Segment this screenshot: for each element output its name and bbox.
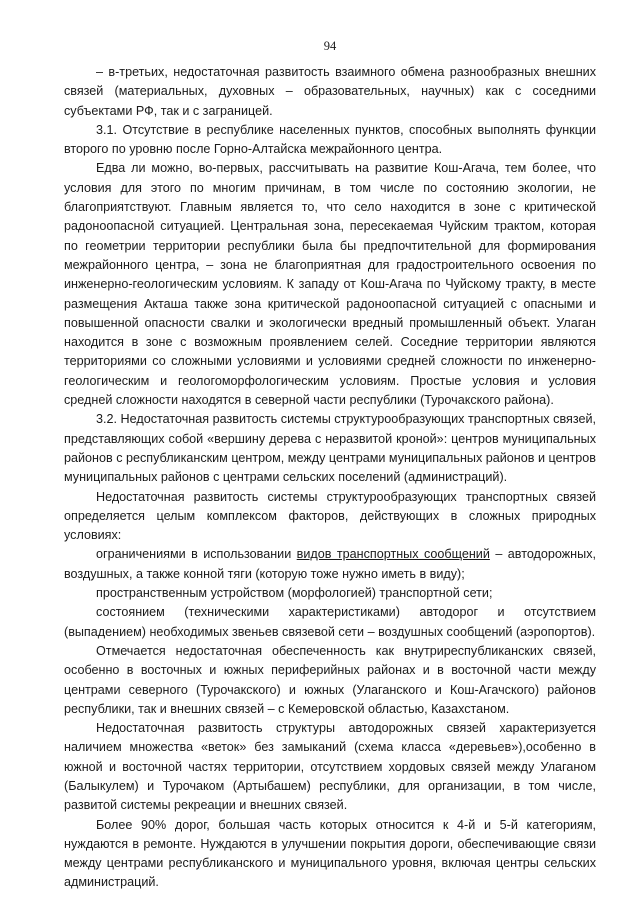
paragraph-kosh-agach: Едва ли можно, во-первых, рассчитывать на развитие Кош-Агача, тем более, что условия для этого по многим причинам, в том числе по состоянию экологии, не благоприятствуют. Главным является то, что село находится в зоне с критической радоноопасной ситуацией. Центральная зона, пересекаемая Чуйским трактом, которая по геометрии территории республики была бы предпочтительной для формирования межрайонного центра, – зона не благоприятная для градостроительного освоения по инженерно-геологическим условиям. К западу от Кош-Агача по Чуйскому тракту, в месте размещения Акташа также зона критической радоноопасной ситуацией с опасными и повышенной опасности свалки и экологически вредный промышленный объект. Улаган находится в зоне с возможным проявлением селей. Соседние территории являются территориями со сложными условиями и условиями средней сложности по инженерно-геологическим и геологоморфологическим условиям. Простые условия и условия средней сложности находятся в северной части республики (Турочакского района). — [64, 161, 596, 408]
document-body — [64, 63, 596, 893]
paragraph-section-3-2: 3.2. Недостаточная развитость системы структурообразующих транспортных связей, представляющих собой «вершину дерева с неразвитой кроной»: центров муниципальных районов с республиканским центром, между центрами муниципальных районов и центров муниципальных районов с центрами сельских поселений (администраций). — [64, 412, 596, 485]
paragraph-road-structure: Недостаточная развитость структуры автодорожных связей характеризуется наличием множества «веток» без замыканий (схема класса «деревьев»),особенно в южной и восточной частях территории, отсутствием хордовых связей между Улаганом (Балыкулем) и Турочаком (Артыбашем) республики, для организации, в том числе, развитой системы рекреации и внешних связей. — [64, 721, 596, 813]
paragraph-road-repair: Более 90% дорог, большая часть которых относится к 4-й и 5-й категориям, нуждаются в ремонте. Нуждаются в улучшении покрытия дороги, обеспечивающие связи между центрами республиканского и муниципального уровня, включая центры сельских администраций. — [64, 817, 596, 890]
paragraph-third-point: – в-третьих, недостаточная развитость взаимного обмена разнообразных внешних связей (материальных, духовных – образовательных, научных) как с соседними субъектами РФ, так и с заграницей. — [64, 65, 596, 118]
transport-types-link-text: видов транспортных сообщений — [296, 547, 490, 562]
paragraph-transport-factors: Недостаточная развитость системы структурообразующих транспортных связей определяется целым комплексом факторов, действующих в сложных природных условиях: — [64, 489, 596, 543]
paragraph-road-condition: состоянием (техническими характеристиками) автодорог и отсутствием (выпадением) необходимых звеньев связевой сети – воздушных сообщений (аэропортов). — [64, 605, 596, 639]
paragraph-spatial-structure: пространственным устройством (морфологией) транспортной сети; — [96, 586, 493, 601]
document-page — [64, 0, 596, 893]
restrictions-text-before: ограничениями в использовании — [96, 547, 297, 562]
page-number: 94 — [323, 39, 337, 53]
paragraph-restrictions — [64, 545, 596, 584]
paragraph-insufficient-links: Отмечается недостаточная обеспеченность как внутриреспубликанских связей, особенно в восточных и южных периферийных районах и в восточной части между центрами северного (Турочакского) и южных (Улаганского и Кош-Агачского) районов республики, так и внешних связей – с Кемеровской областью, Казахстаном. — [64, 643, 596, 716]
paragraph-section-3-1: 3.1. Отсутствие в республике населенных пунктов, способных выполнять функции второго по уровню после Горно-Алтайска межрайонного центра. — [64, 122, 596, 157]
restrictions-text-after: – автодорожных, воздушных, а также конной тяги (которую тоже нужно иметь в виду); — [64, 547, 596, 581]
